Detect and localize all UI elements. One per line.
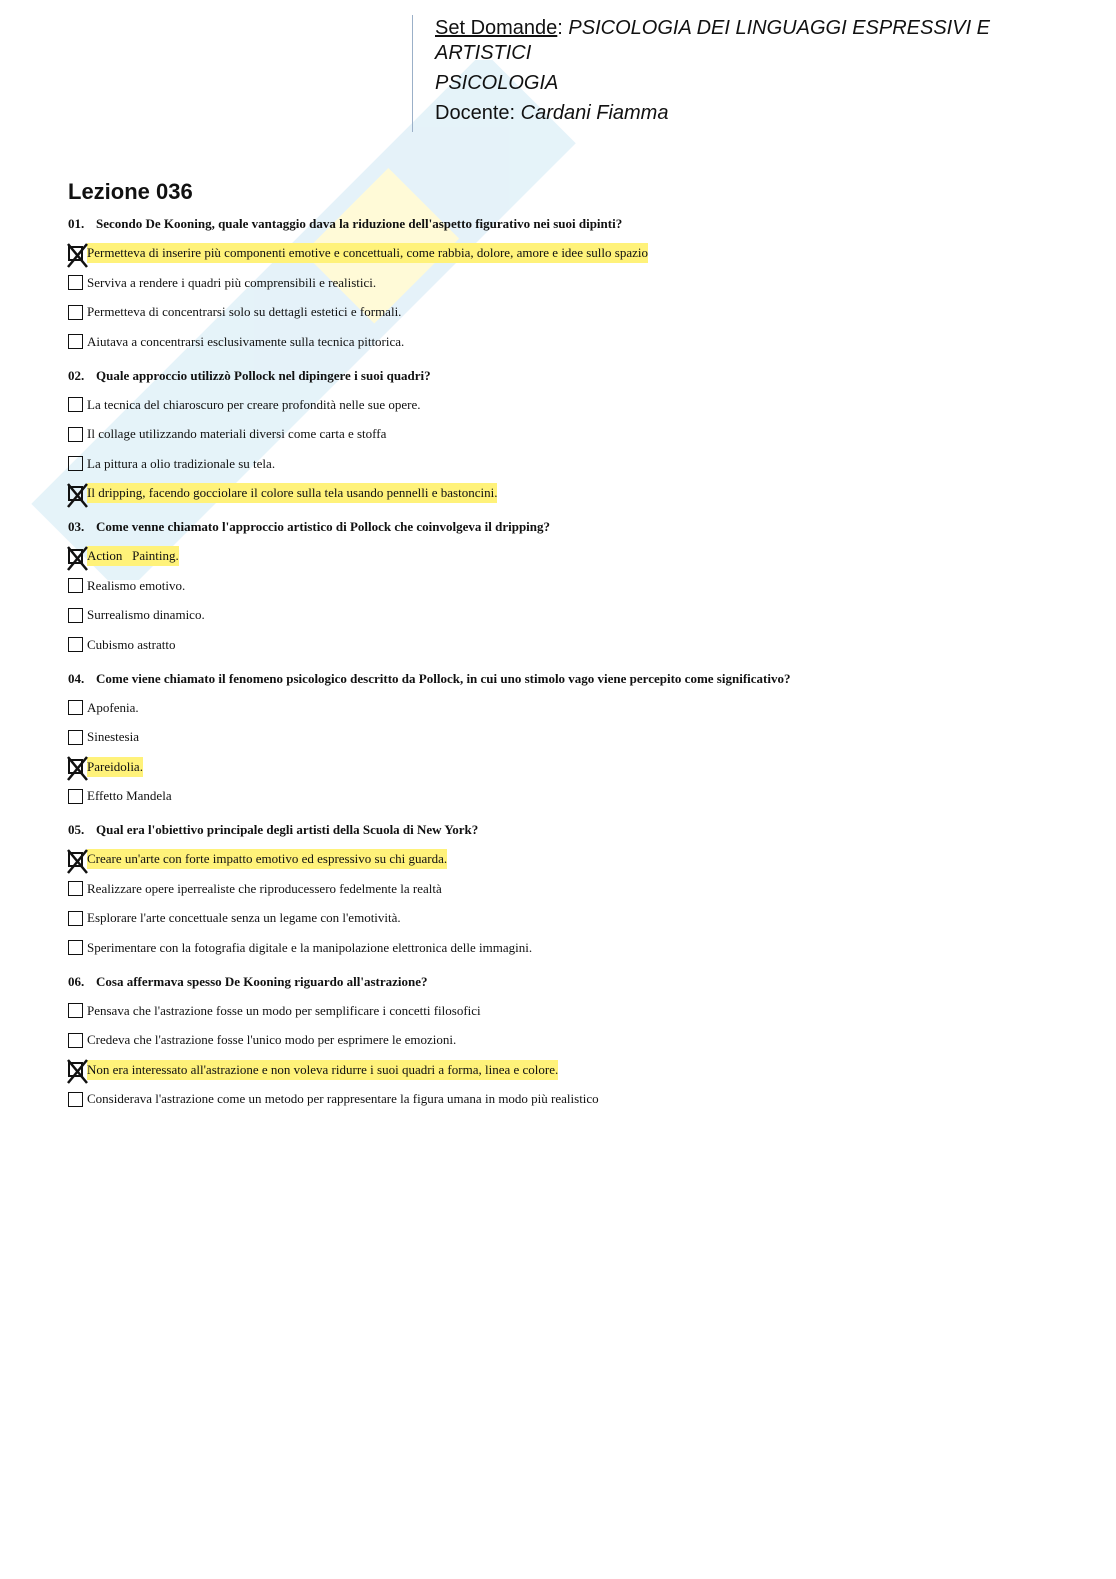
option-text: Apofenia. [87,699,139,715]
answer-option[interactable] [68,483,1068,503]
option-text: Creare un'arte con forte impatto emotivo ed espressivo su chi guarda. [87,849,447,869]
answer-option[interactable] [68,273,1068,293]
answer-option[interactable] [68,1001,1068,1021]
option-text: Permetteva di concentrarsi solo su dettagli estetici e formali. [87,304,402,319]
answer-option[interactable] [68,908,1068,928]
option-text: La tecnica del chiaroscuro per creare profondità nelle sue opere. [87,396,421,412]
answer-option[interactable] [68,546,1068,566]
checkbox-icon[interactable] [68,305,83,320]
course-name: PSICOLOGIA [435,72,559,94]
answer-option[interactable] [68,938,1068,958]
checkbox-icon[interactable] [68,911,83,926]
option-text: Credeva che l'astrazione fosse l'unico modo per esprimere le emozioni. [87,1032,457,1047]
checkbox-icon[interactable] [68,275,83,290]
answer-option[interactable] [68,1060,1068,1080]
option-text: Sinestesia [87,729,139,744]
answer-option[interactable] [68,454,1068,474]
lesson-title: Lezione 036 [68,179,193,204]
checkbox-icon[interactable] [68,881,83,896]
teacher-name: Cardani Fiamma [520,102,669,124]
option-text: La pittura a olio tradizionale su tela. [87,455,276,471]
checkbox-icon[interactable] [68,789,83,804]
checked-checkbox-icon[interactable] [68,246,83,261]
option-text: Il collage utilizzando materiali diversi come carta e stoffa [87,426,387,441]
checked-checkbox-icon[interactable] [68,852,83,867]
option-text: Permetteva di inserire più componenti emotive e concettuali, come rabbia, dolore, amore e idee sullo spazio [87,243,648,263]
checkbox-icon[interactable] [68,637,83,652]
question-text [68,214,1068,234]
question-5 [68,820,1068,958]
option-text: Realismo emotivo. [87,577,186,593]
answer-option[interactable] [68,727,1068,747]
checkbox-icon[interactable] [68,397,83,412]
checkbox-icon[interactable] [68,578,83,593]
question-number: 04. [68,670,85,686]
option-text: Pareidolia. [87,757,143,777]
answer-option[interactable] [68,849,1068,869]
answer-option[interactable] [68,424,1068,444]
answer-option[interactable] [68,1089,1068,1109]
checked-checkbox-icon[interactable] [68,759,83,774]
question-text [68,366,1068,386]
option-text: Surrealismo dinamico. [87,607,205,622]
checked-checkbox-icon[interactable] [68,1062,83,1077]
question-label: Come viene chiamato il fenomeno psicologico descritto da Pollock, in cui uno stimolo vago viene percepito come significativo? [96,670,791,686]
teacher-label: Docente: [435,102,516,124]
question-text [68,972,1068,992]
option-text: Effetto Mandela [87,788,172,803]
answer-option[interactable] [68,757,1068,777]
answer-option[interactable] [68,395,1068,415]
option-text: Esplorare l'arte concettuale senza un legame con l'emotività. [87,910,401,925]
option-text: Cubismo astratto [87,636,176,652]
option-text: Sperimentare con la fotografia digitale e la manipolazione elettronica delle immagini. [87,939,533,955]
question-label: Secondo De Kooning, quale vantaggio dava la riduzione dell'aspetto figurativo nei suoi dipinti? [96,216,623,231]
question-text [68,669,1068,689]
checkbox-icon[interactable] [68,334,83,349]
answer-option[interactable] [68,1030,1068,1050]
set-label: Set Domande [435,17,558,39]
answer-option[interactable] [68,879,1068,899]
question-label: Come venne chiamato l'approccio artistico di Pollock che coinvolgeva il dripping? [96,519,551,534]
question-list [68,214,1068,1123]
question-1 [68,214,1068,352]
answer-option[interactable] [68,635,1068,655]
option-text: Aiutava a concentrarsi esclusivamente sulla tecnica pittorica. [87,333,405,349]
question-number: 02. [68,367,85,383]
checkbox-icon[interactable] [68,608,83,623]
checkbox-icon[interactable] [68,700,83,715]
question-text [68,820,1068,840]
answer-option[interactable] [68,576,1068,596]
question-3 [68,517,1068,655]
checkbox-icon[interactable] [68,730,83,745]
question-label: Cosa affermava spesso De Kooning riguardo all'astrazione? [96,973,428,989]
checkbox-icon[interactable] [68,1003,83,1018]
answer-option[interactable] [68,332,1068,352]
document-header: Set Domande: PSICOLOGIA DEI LINGUAGGI ESPRESSIVI E ARTISTICI PSICOLOGIA Docente: Cardani Fiamma [435,17,991,124]
question-label: Qual era l'obiettivo principale degli artisti della Scuola di New York? [96,822,479,837]
checkbox-icon[interactable] [68,456,83,471]
answer-option[interactable] [68,302,1068,322]
set-title: PSICOLOGIA DEI LINGUAGGI ESPRESSIVI E ARTISTICI [435,17,991,64]
question-6 [68,972,1068,1110]
answer-option[interactable] [68,786,1068,806]
question-text [68,517,1068,537]
option-text: Considerava l'astrazione come un metodo per rappresentare la figura umana in modo più realistico [87,1091,599,1106]
answer-option[interactable] [68,698,1068,718]
checkbox-icon[interactable] [68,427,83,442]
option-text: Action Painting. [87,546,179,566]
answer-option[interactable] [68,605,1068,625]
header-divider [412,15,413,132]
question-4 [68,669,1068,807]
question-number: 06. [68,973,85,989]
question-2 [68,366,1068,504]
question-number: 03. [68,519,85,534]
option-text: Pensava che l'astrazione fosse un modo per semplificare i concetti filosofici [87,1002,481,1018]
checkbox-icon[interactable] [68,940,83,955]
option-text: Realizzare opere iperrealiste che riproducessero fedelmente la realtà [87,880,442,896]
question-number: 01. [68,216,85,231]
question-label: Quale approccio utilizzò Pollock nel dipingere i suoi quadri? [96,367,431,383]
checkbox-icon[interactable] [68,1092,83,1107]
option-text: Serviva a rendere i quadri più comprensibili e realistici. [87,274,377,290]
question-number: 05. [68,822,85,837]
option-text: Il dripping, facendo gocciolare il colore sulla tela usando pennelli e bastoncini. [87,483,497,503]
checked-checkbox-icon[interactable] [68,549,83,564]
checked-checkbox-icon[interactable] [68,486,83,501]
checkbox-icon[interactable] [68,1033,83,1048]
answer-option[interactable] [68,243,1068,263]
option-text: Non era interessato all'astrazione e non voleva ridurre i suoi quadri a forma, linea e colore. [87,1060,558,1080]
